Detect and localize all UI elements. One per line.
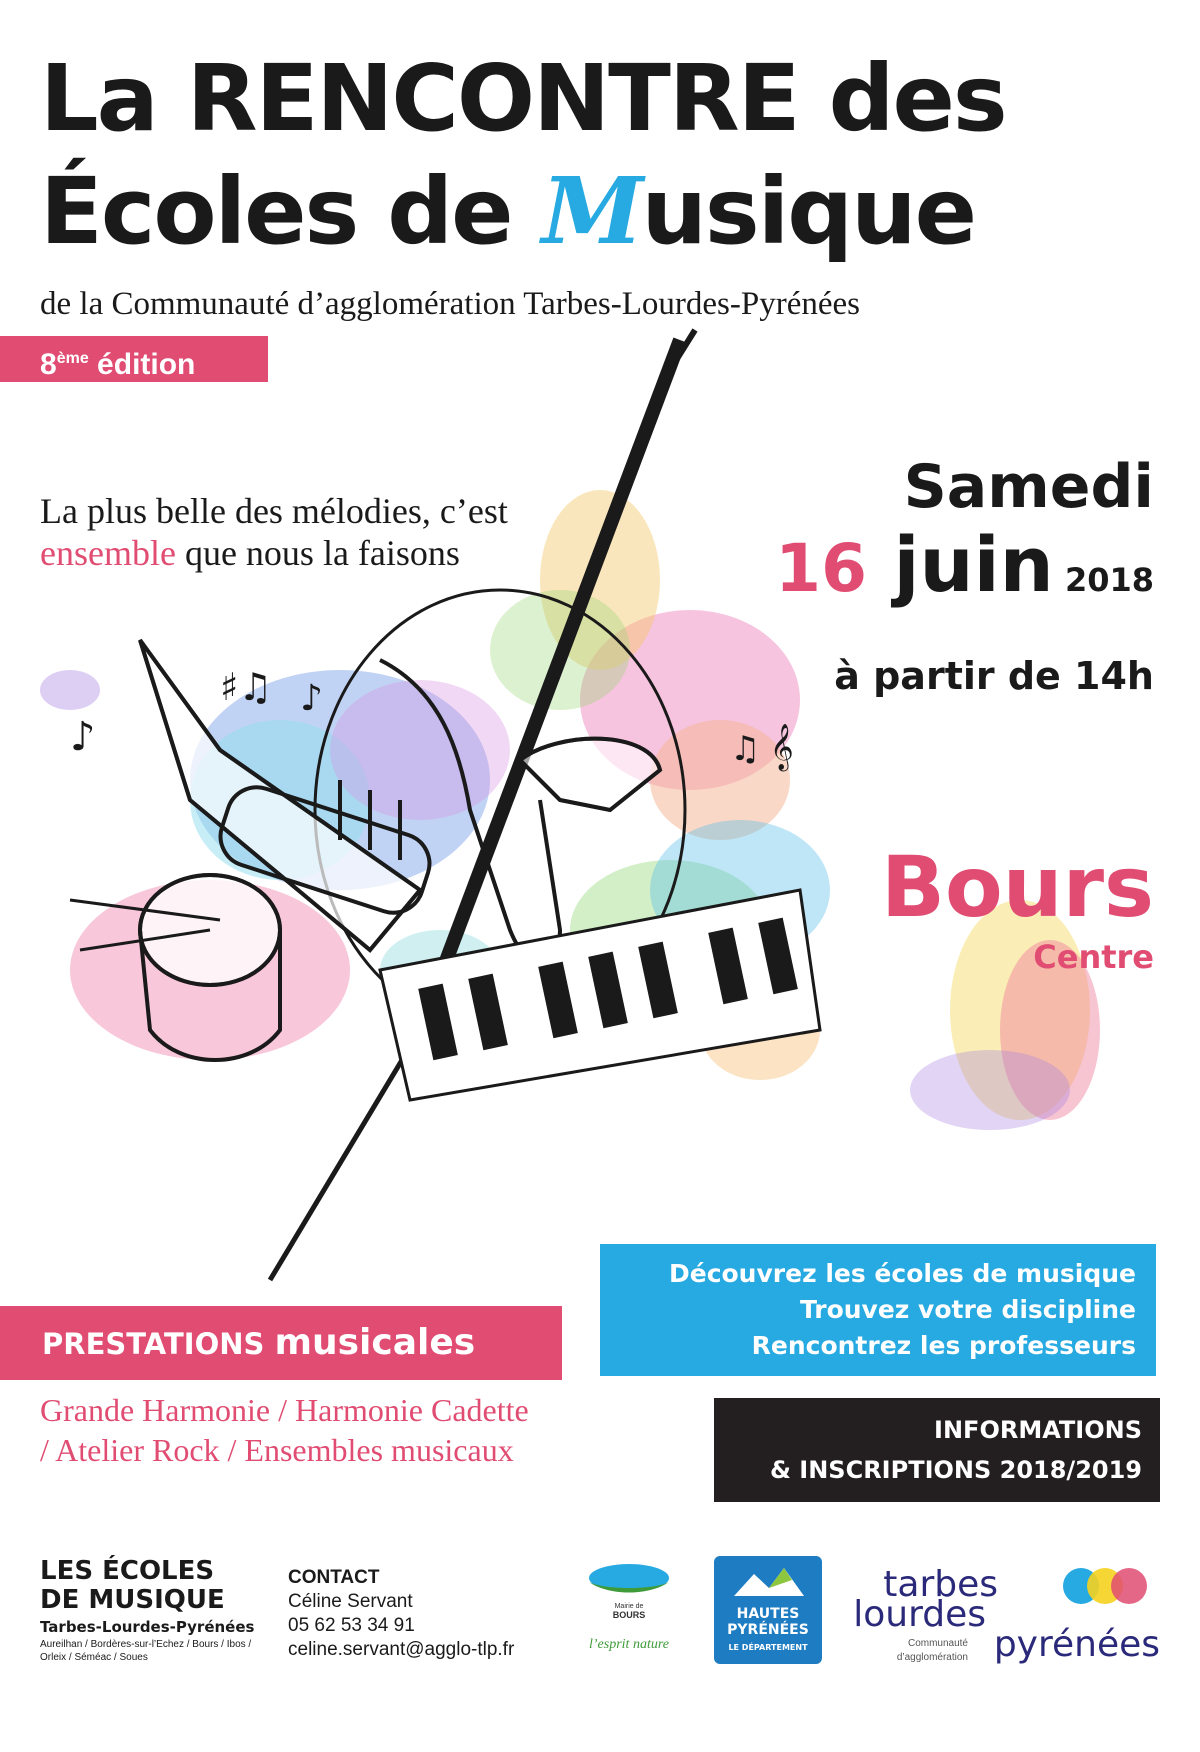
tlp-word-3: pyrénées (993, 1624, 1160, 1665)
hp-line-3: LE DÉPARTEMENT (728, 1643, 808, 1652)
prestations-banner (0, 1306, 562, 1380)
contact-name: Céline Servant (288, 1591, 413, 1612)
title-line-1: La RENCONTRE des (40, 45, 1006, 152)
prestations-list: Grande Harmonie / Harmonie Cadette / Atelier Rock / Ensembles musicaux (40, 1392, 529, 1468)
slogan (40, 490, 560, 574)
bours-logo-small: Mairie de (614, 1603, 644, 1610)
event-year: 2018 (1053, 561, 1154, 599)
info-line-1: INFORMATIONS (934, 1416, 1142, 1444)
edition-label: édition (88, 348, 196, 381)
ecoles-towns: Aureilhan / Bordères-sur-l’Echez / Bours / Ibos / Orleix / Séméac / Soues (40, 1639, 252, 1663)
event-date (775, 520, 1154, 609)
bours-logo-tag: l’esprit nature (589, 1637, 669, 1652)
svg-text:𝄞: 𝄞 (770, 724, 794, 770)
prestations-label-b: musicales (274, 1322, 476, 1363)
title-line-2-start: Écoles de (40, 158, 542, 265)
contact-block (288, 1566, 514, 1662)
event-place: Bours (881, 838, 1154, 936)
info-line-2: & INSCRIPTIONS 2018/2019 (770, 1456, 1142, 1484)
event-place-sub: Centre (1033, 938, 1154, 976)
discover-line-2: Trouvez votre discipline (799, 1295, 1136, 1324)
edition-sup: ème (56, 350, 89, 367)
contact-phone: 05 62 53 34 91 (288, 1615, 415, 1636)
slogan-part-2: que nous la faisons (175, 533, 460, 573)
subtitle: de la Communauté d’agglomération Tarbes-Lourdes-Pyrénées (40, 286, 860, 322)
svg-text:♪: ♪ (70, 714, 96, 760)
svg-text:♫: ♫ (730, 729, 761, 769)
tlp-logo (853, 1560, 1168, 1670)
event-date-number: 16 (775, 530, 868, 607)
svg-text:♪: ♪ (300, 678, 323, 719)
title-line-2 (40, 157, 1160, 265)
tlp-circle-pink (1111, 1568, 1147, 1604)
ecoles-line-1: LES ÉCOLES (40, 1556, 215, 1586)
contact-heading: CONTACT (288, 1567, 380, 1588)
discover-line-3: Rencontrez les professeurs (751, 1331, 1136, 1360)
tlp-comm-2: d’agglomération (896, 1652, 968, 1663)
title-line-2-end: usique (641, 158, 975, 265)
ecoles-line-3: Tarbes-Lourdes-Pyrénées (40, 1618, 255, 1636)
discover-box (600, 1244, 1156, 1376)
bours-logo-name: BOURS (612, 1610, 646, 1620)
event-month: juin (867, 520, 1054, 609)
edition-banner (0, 336, 268, 382)
tlp-comm-1: Communauté (907, 1638, 968, 1649)
ecoles-logo (40, 1556, 266, 1664)
slogan-highlight: ensemble (40, 533, 176, 573)
hp-line-2: PYRÉNÉES (727, 1622, 809, 1638)
title-accent-letter: M (541, 157, 642, 265)
event-time: à partir de 14h (834, 654, 1154, 698)
tlp-word-1: tarbes (883, 1564, 998, 1605)
bours-logo (574, 1548, 684, 1658)
ecoles-line-2: DE MUSIQUE (40, 1585, 225, 1615)
discover-line-1: Découvrez les écoles de musique (668, 1259, 1136, 1288)
svg-text:♯♫: ♯♫ (220, 665, 273, 709)
tlp-word-2: lourdes (853, 1594, 986, 1635)
event-day: Samedi (903, 452, 1154, 522)
edition-number: 8 (40, 348, 57, 381)
prestations-label-a: PRESTATIONS (42, 1327, 275, 1361)
hautes-pyrenees-logo (714, 1556, 822, 1664)
hp-line-1: HAUTES (736, 1606, 800, 1622)
contact-email: celine.servant@agglo-tlp.fr (288, 1639, 515, 1660)
info-box (714, 1398, 1160, 1502)
slogan-part-1: La plus belle des mélodies, c’est (40, 491, 508, 531)
